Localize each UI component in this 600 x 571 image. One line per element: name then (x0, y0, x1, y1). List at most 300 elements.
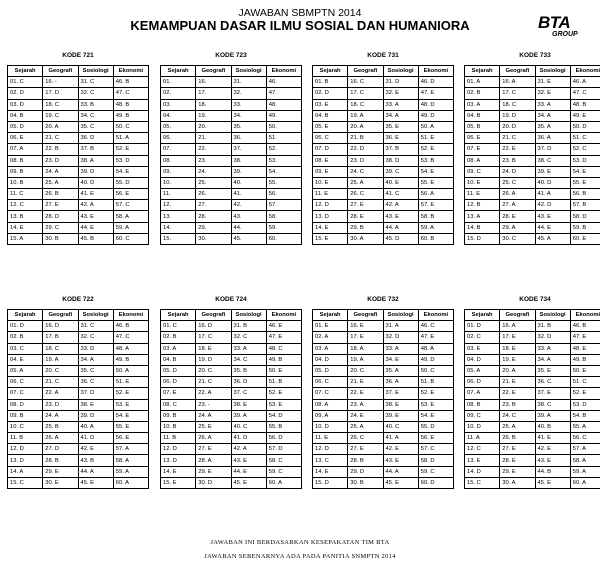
answer-cell: 23. B (500, 155, 535, 166)
answer-cell: 09. C (465, 410, 500, 421)
table-header-row (161, 310, 302, 321)
answer-table (464, 309, 600, 489)
answer-cell: 37. (231, 144, 266, 155)
header-title: JAWABAN SBMPTN 2014 (238, 7, 362, 19)
table-row (8, 144, 149, 155)
answer-cell: 29. E (196, 466, 231, 477)
answer-cell: 40. D (78, 177, 113, 188)
column-header: Sosiologi (231, 66, 266, 77)
table-row (8, 211, 149, 222)
answer-cell: 35. E (535, 365, 570, 376)
answer-cell: 26. A (196, 433, 231, 444)
answer-cell: 14. E (8, 222, 43, 233)
column-header: Ekonomi (113, 310, 148, 321)
answer-cell: 53. E (266, 399, 301, 410)
logo-text: BTA (538, 13, 571, 32)
table-row (161, 200, 302, 211)
answer-cell: 22. E (500, 388, 535, 399)
answer-cell: 52. E (418, 144, 453, 155)
answer-cell: 39. D (78, 410, 113, 421)
answer-cell: 59. B (570, 222, 600, 233)
answer-cell: 50. A (113, 365, 148, 376)
table-row (8, 99, 149, 110)
answer-cell: 12. (161, 200, 196, 211)
answer-cell: 18. C (43, 343, 78, 354)
answer-cell: 27. E (348, 200, 383, 211)
table-row (161, 121, 302, 132)
answer-cell: 34. E (383, 354, 418, 365)
answer-cell: 51. A (113, 133, 148, 144)
answer-cell: 07. A (8, 144, 43, 155)
answer-cell: 49. D (418, 354, 453, 365)
answer-cell: 54. D (266, 410, 301, 421)
answer-cell: 20. A (43, 121, 78, 132)
answer-cell: 51. E (113, 377, 148, 388)
answer-cell: 41. E (78, 189, 113, 200)
column-header: Sosiologi (535, 310, 570, 321)
answer-cell: 29. B (348, 222, 383, 233)
answer-cell: 40. C (383, 421, 418, 432)
answer-cell: 59. C (266, 466, 301, 477)
table-row (8, 399, 149, 410)
table-row (161, 388, 302, 399)
table-row (8, 77, 149, 88)
answer-cell: 06. E (465, 133, 500, 144)
answer-cell: 08. E (313, 155, 348, 166)
answer-cell: 46. (266, 77, 301, 88)
answer-cell: 21. E (500, 377, 535, 388)
answer-cell: 20. C (196, 365, 231, 376)
answer-cell: 44. E (231, 466, 266, 477)
answer-cell: 06. E (8, 133, 43, 144)
answer-cell: 08. A (465, 155, 500, 166)
answer-cell: 50. E (266, 365, 301, 376)
answer-cell: 07. A (465, 388, 500, 399)
answer-cell: 29. D (348, 466, 383, 477)
answer-cell: 50. E (570, 365, 600, 376)
table-row (313, 155, 454, 166)
answer-cell: 01. C (8, 77, 43, 88)
answer-cell: 45. E (231, 477, 266, 488)
table-row (8, 433, 149, 444)
answer-cell: 09. E (313, 166, 348, 177)
answer-cell: 42. D (535, 200, 570, 211)
table-header-row (161, 66, 302, 77)
answer-cell: 05. E (313, 121, 348, 132)
answer-cell: 58. D (570, 211, 600, 222)
table-row (8, 444, 149, 455)
answer-cell: 02. A (313, 332, 348, 343)
answer-cell: 17. (196, 88, 231, 99)
answer-cell: 10. C (8, 421, 43, 432)
answer-cell: 47. E (570, 332, 600, 343)
answer-cell: 48. (266, 99, 301, 110)
answer-cell: 49. B (266, 354, 301, 365)
answer-cell: 50. D (570, 121, 600, 132)
answer-cell: 57. A (570, 444, 600, 455)
answer-cell: 28. E (500, 455, 535, 466)
answer-cell: 19. A (348, 110, 383, 121)
table-row (465, 477, 600, 488)
answer-cell: 10. B (161, 421, 196, 432)
table-row (465, 110, 600, 121)
answer-cell: 14. D (465, 466, 500, 477)
answer-cell: 41. D (231, 433, 266, 444)
answer-cell: 02. B (465, 88, 500, 99)
table-row (161, 399, 302, 410)
answer-cell: 27. E (43, 200, 78, 211)
answer-cell: 29. C (43, 222, 78, 233)
answer-cell: 56. E (113, 433, 148, 444)
table-kode-label: KODE 721 (62, 52, 94, 59)
answer-cell: 37. E (535, 388, 570, 399)
table-row (161, 77, 302, 88)
table-row (313, 433, 454, 444)
answer-cell: 03. A (161, 343, 196, 354)
answer-cell: 13. A (465, 211, 500, 222)
answer-cell: 32. E (535, 88, 570, 99)
answer-cell: 40. A (78, 421, 113, 432)
answer-cell: 48. A (418, 343, 453, 354)
answer-cell: 04. D (313, 354, 348, 365)
answer-cell: 01. (161, 77, 196, 88)
column-header: Geografi (500, 66, 535, 77)
answer-cell: 04. B (313, 110, 348, 121)
answer-cell: 18. E (500, 343, 535, 354)
column-header: Sosiologi (383, 310, 418, 321)
table-row (8, 354, 149, 365)
table-row (465, 399, 600, 410)
answer-cell: 59. C (418, 466, 453, 477)
table-row (161, 110, 302, 121)
answer-cell: 39. A (231, 410, 266, 421)
answer-cell: 25. A (348, 177, 383, 188)
answer-cell: 32. C (78, 332, 113, 343)
answer-cell: 17. C (196, 332, 231, 343)
answer-cell: 21. C (196, 377, 231, 388)
answer-cell: 14. (161, 222, 196, 233)
answer-cell: 36. D (78, 133, 113, 144)
column-header: Sejarah (161, 310, 196, 321)
answer-cell: 07. D (313, 144, 348, 155)
answer-cell: 47. E (418, 332, 453, 343)
answer-cell: 31. C (78, 321, 113, 332)
table-row (161, 444, 302, 455)
table-row (161, 177, 302, 188)
answer-cell: 45. B (78, 233, 113, 244)
answer-cell: 37. D (78, 388, 113, 399)
answer-cell: 40. C (231, 421, 266, 432)
answer-cell: 54. E (418, 166, 453, 177)
answer-cell: 15. D (313, 477, 348, 488)
answer-cell: 08. A (313, 399, 348, 410)
answer-cell: 30. D (196, 477, 231, 488)
answer-cell: 60. (266, 233, 301, 244)
table-row (465, 433, 600, 444)
answer-cell: 21. B (348, 133, 383, 144)
answer-cell: 37. C (231, 388, 266, 399)
answer-cell: 22. B (43, 144, 78, 155)
answer-cell: 23. A (348, 399, 383, 410)
table-row (8, 200, 149, 211)
answer-cell: 29. (196, 222, 231, 233)
answer-cell: 10. D (313, 421, 348, 432)
answer-cell: 14. E (313, 466, 348, 477)
answer-cell: 45. E (383, 477, 418, 488)
table-row (465, 455, 600, 466)
table-row (161, 410, 302, 421)
answer-cell: 44. E (535, 222, 570, 233)
answer-cell: 17. B (43, 332, 78, 343)
answer-cell: 03. A (313, 343, 348, 354)
answer-cell: 52. (266, 144, 301, 155)
answer-cell: 41. (231, 189, 266, 200)
answer-cell: 33. A (535, 99, 570, 110)
answer-cell: 21. C (500, 133, 535, 144)
answer-cell: 17. D (43, 88, 78, 99)
answer-cell: 22. D (348, 144, 383, 155)
answer-cell: 21. C (43, 377, 78, 388)
table-row (8, 421, 149, 432)
answer-cell: 46. A (570, 77, 600, 88)
answer-cell: 30. A (500, 477, 535, 488)
answer-cell: 04. E (8, 354, 43, 365)
table-row (161, 222, 302, 233)
answer-cell: 52. E (113, 388, 148, 399)
answer-cell: 18. C (348, 99, 383, 110)
answer-cell: 55. B (266, 421, 301, 432)
answer-cell: 36. C (535, 377, 570, 388)
answer-cell: 12. C (465, 444, 500, 455)
table-row (465, 211, 600, 222)
answer-cell: 38. D (383, 155, 418, 166)
answer-cell: 40. (231, 177, 266, 188)
answer-cell: 18. C (500, 99, 535, 110)
table-header-row (313, 66, 454, 77)
answer-cell: 34. A (383, 110, 418, 121)
answer-cell: 19. C (43, 110, 78, 121)
answer-cell: 16. - (43, 77, 78, 88)
answer-cell: 19. D (196, 354, 231, 365)
table-row (8, 233, 149, 244)
table-row (465, 77, 600, 88)
table-row (313, 354, 454, 365)
column-header: Geografi (348, 66, 383, 77)
answer-cell: 05. A (8, 365, 43, 376)
answer-cell: 30. (196, 233, 231, 244)
logo-subtext: GROUP (552, 31, 578, 38)
answer-cell: 31. D (383, 77, 418, 88)
answer-cell: 58. A (570, 455, 600, 466)
answer-cell: 28. A (196, 455, 231, 466)
answer-cell: 56. D (266, 433, 301, 444)
answer-cell: 38. A (78, 155, 113, 166)
column-header: Sejarah (465, 66, 500, 77)
answer-cell: 53. D (570, 399, 600, 410)
answer-cell: 13. (161, 211, 196, 222)
answer-cell: 16. (196, 77, 231, 88)
answer-cell: 10. (161, 177, 196, 188)
answer-cell: 05. D (313, 365, 348, 376)
table-row (465, 354, 600, 365)
table-row (465, 410, 600, 421)
answer-cell: 12. B (465, 200, 500, 211)
answer-cell: 57. E (418, 200, 453, 211)
answer-cell: 41. C (383, 189, 418, 200)
table-row (8, 155, 149, 166)
answer-cell: 50. (266, 121, 301, 132)
column-header: Geografi (196, 66, 231, 77)
answer-cell: 42. A (383, 200, 418, 211)
answer-cell: 26. C (348, 433, 383, 444)
answer-cell: 03. A (465, 99, 500, 110)
column-header: Ekonomi (266, 66, 301, 77)
table-row (161, 466, 302, 477)
answer-table (160, 309, 302, 489)
answer-cell: 56. E (418, 433, 453, 444)
table-row (313, 77, 454, 88)
answer-cell: 17. C (348, 88, 383, 99)
answer-cell: 43. E (231, 455, 266, 466)
table-kode-label: KODE 724 (215, 296, 247, 303)
answer-cell: 51. B (266, 377, 301, 388)
table-row (465, 88, 600, 99)
answer-cell: 34. A (535, 110, 570, 121)
table-row (161, 433, 302, 444)
table-row (313, 166, 454, 177)
answer-cell: 07. C (313, 388, 348, 399)
table-row (161, 233, 302, 244)
answer-cell: 03. E (313, 99, 348, 110)
answer-cell: 39. (231, 166, 266, 177)
answer-cell: 14. E (161, 466, 196, 477)
table-row (161, 155, 302, 166)
table-row (161, 354, 302, 365)
table-row (313, 200, 454, 211)
answer-cell: 10. D (465, 421, 500, 432)
answer-cell: 37. B (78, 144, 113, 155)
answer-cell: 33. A (383, 343, 418, 354)
answer-cell: 35. (231, 121, 266, 132)
answer-cell: 44. A (78, 466, 113, 477)
answer-cell: 13. D (8, 455, 43, 466)
answer-cell: 26. (196, 189, 231, 200)
answer-cell: 48. B (113, 99, 148, 110)
answer-cell: 16. D (196, 321, 231, 332)
table-kode-label: KODE 731 (367, 52, 399, 59)
column-header: Sejarah (8, 66, 43, 77)
answer-cell: 34. (231, 110, 266, 121)
table-row (161, 377, 302, 388)
answer-cell: 22. A (196, 388, 231, 399)
column-header: Geografi (196, 310, 231, 321)
table-row (465, 365, 600, 376)
answer-cell: 16. E (348, 321, 383, 332)
table-row (313, 332, 454, 343)
table-kode-label: KODE 723 (215, 52, 247, 59)
answer-cell: 20. A (500, 365, 535, 376)
answer-cell: 24. A (43, 410, 78, 421)
answer-cell: 30. A (348, 233, 383, 244)
answer-cell: 39. E (383, 410, 418, 421)
header-subtitle: KEMAMPUAN DASAR ILMU SOSIAL DAN HUMANIORA (130, 18, 470, 33)
answer-cell: 44. A (383, 466, 418, 477)
column-header: Sejarah (161, 66, 196, 77)
answer-cell: 46. D (418, 77, 453, 88)
column-header: Geografi (43, 310, 78, 321)
answer-cell: 23. - (196, 399, 231, 410)
answer-cell: 43. E (383, 455, 418, 466)
answer-cell: 43. E (78, 211, 113, 222)
answer-cell: 05. D (161, 365, 196, 376)
answer-cell: 27. A (500, 200, 535, 211)
table-row (8, 477, 149, 488)
answer-cell: 21. (196, 133, 231, 144)
column-header: Sejarah (465, 310, 500, 321)
answer-cell: 44. E (78, 222, 113, 233)
answer-cell: 58. B (418, 211, 453, 222)
answer-cell: 02. D (313, 88, 348, 99)
answer-cell: 25. E (196, 421, 231, 432)
answer-cell: 60. A (570, 477, 600, 488)
answer-cell: 52. E (570, 388, 600, 399)
table-kode-label: KODE 734 (519, 296, 551, 303)
answer-cell: 58. (266, 211, 301, 222)
answer-cell: 28. E (500, 211, 535, 222)
answer-cell: 45. E (535, 477, 570, 488)
answer-cell: 32. (231, 88, 266, 99)
answer-cell: 03. (161, 99, 196, 110)
answer-cell: 06. C (313, 133, 348, 144)
table-row (313, 455, 454, 466)
answer-cell: 25. A (43, 177, 78, 188)
answer-cell: 32. C (231, 332, 266, 343)
answer-cell: 43. (231, 211, 266, 222)
answer-cell: 35. A (535, 121, 570, 132)
answer-cell: 11. E (465, 189, 500, 200)
answer-cell: 31. C (78, 77, 113, 88)
answer-cell: 18. A (348, 343, 383, 354)
answer-cell: 22. (196, 144, 231, 155)
answer-cell: 56. B (570, 189, 600, 200)
answer-cell: 45. (231, 233, 266, 244)
answer-cell: 47. C (113, 332, 148, 343)
answer-cell: 18. C (43, 99, 78, 110)
answer-cell: 01. D (465, 321, 500, 332)
table-row (465, 144, 600, 155)
answer-cell: 24. C (500, 410, 535, 421)
table-row (161, 455, 302, 466)
column-header: Ekonomi (570, 66, 600, 77)
answer-cell: 28. E (348, 211, 383, 222)
table-row (465, 388, 600, 399)
table-row (465, 444, 600, 455)
answer-cell: 21. C (43, 133, 78, 144)
answer-cell: 04. B (8, 110, 43, 121)
column-header: Sejarah (313, 66, 348, 77)
column-header: Ekonomi (418, 66, 453, 77)
answer-cell: 40. B (535, 421, 570, 432)
table-row (161, 99, 302, 110)
answer-cell: 59. A (418, 222, 453, 233)
answer-cell: 30. B (43, 233, 78, 244)
answer-cell: 39. D (78, 166, 113, 177)
column-header: Sosiologi (383, 66, 418, 77)
answer-cell: 49. B (113, 354, 148, 365)
answer-cell: 24. A (196, 410, 231, 421)
answer-cell: 09. (161, 166, 196, 177)
table-row (8, 343, 149, 354)
